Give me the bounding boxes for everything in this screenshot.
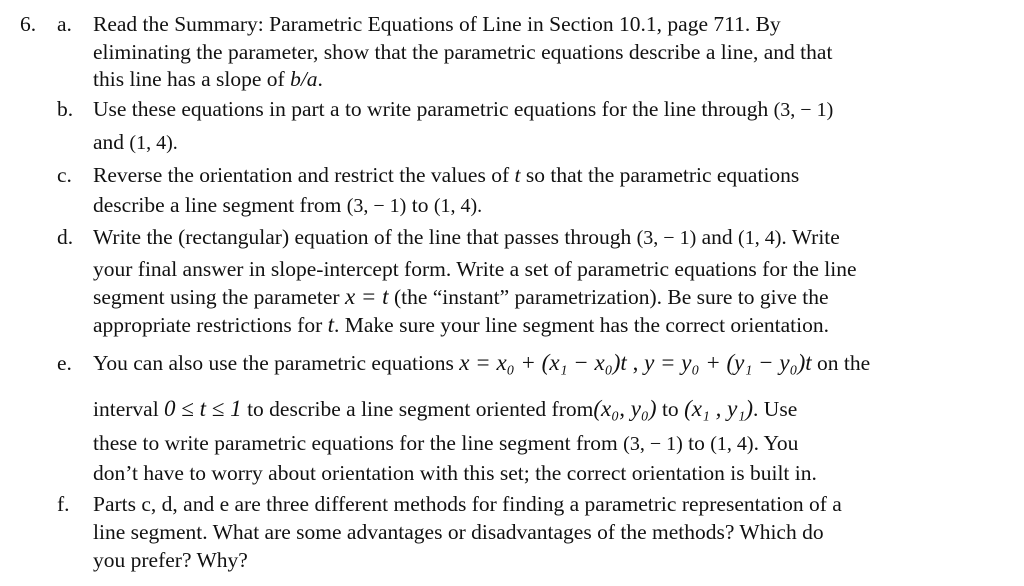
part-d-text-1-wrap xyxy=(93,225,840,250)
point-3-neg1: (3, − 1) xyxy=(773,99,834,121)
part-a-text-3: this line has a slope of xyxy=(93,67,291,91)
equation-y: y = y₀ + (y₁ − y₀)t xyxy=(644,350,812,375)
part-label-f: f. xyxy=(57,492,70,516)
part-c-text-3: describe a line segment from xyxy=(93,193,347,217)
part-c-line-2 xyxy=(93,193,482,218)
part-e-text-5: to xyxy=(656,397,685,421)
variable-t: t xyxy=(514,163,521,187)
part-d-text-6: (the “instant” parametrization). Be sure to give the xyxy=(388,285,829,309)
part-e-text-3: interval xyxy=(93,397,165,421)
point-1-4: (1, 4) xyxy=(738,227,782,249)
point-3-neg1: (3, − 1) xyxy=(623,433,683,455)
point-3-neg1: (3, − 1) xyxy=(636,227,697,249)
part-a-line-2 xyxy=(93,40,832,64)
point-1-4: (1, 4) xyxy=(129,132,173,154)
part-b-text-1-wrap xyxy=(93,97,833,122)
part-c-text-4: to xyxy=(406,193,434,217)
part-f-line-2 xyxy=(93,520,824,544)
part-e-text-2: on the xyxy=(811,351,871,375)
part-label-e: e. xyxy=(57,351,72,375)
period: . xyxy=(317,67,323,91)
part-e-line-4 xyxy=(93,461,817,485)
point-1-4: (1, 4) xyxy=(433,195,478,217)
part-e-text-4: to describe a line segment oriented from xyxy=(241,397,594,421)
part-b-text-1: Use these equations in part a to write parametric equations for the line through xyxy=(93,97,774,121)
part-e-line-3 xyxy=(93,431,798,456)
part-c-text-1: Reverse the orientation and restrict the values of xyxy=(93,163,515,187)
part-label-a: a. xyxy=(57,12,72,36)
part-d-text-7: appropriate restrictions for xyxy=(93,313,328,337)
equation-x: x = x₀ + (x₁ − x₀)t xyxy=(459,350,627,375)
part-b-text-2: and xyxy=(93,130,130,154)
part-d-text-5: segment using the parameter xyxy=(93,285,345,309)
part-e-line-2 xyxy=(93,397,797,421)
param-expression: x = t xyxy=(344,284,389,309)
part-e-text-7: these to write parametric equations for the line segment from xyxy=(93,431,624,455)
part-label-c: c. xyxy=(57,163,72,187)
part-d-text-2: and xyxy=(696,225,739,249)
part-d-text-1: Write the (rectangular) equation of the line that passes through xyxy=(93,225,637,249)
part-e-text-9: . You xyxy=(753,431,799,455)
part-d-line-3 xyxy=(93,285,829,309)
slope-expression: b/a xyxy=(290,67,318,91)
part-label-d: d. xyxy=(57,225,74,249)
point-1-4: (1, 4) xyxy=(710,433,754,455)
part-f-text-1: Parts c, d, and e are three different methods for finding a parametric representation of a xyxy=(93,492,842,516)
part-f-text-3: you prefer? Why? xyxy=(93,548,248,572)
point-3-neg1: (3, − 1) xyxy=(346,195,407,217)
interval-expression: 0 ≤ t ≤ 1 xyxy=(164,396,242,421)
period: . xyxy=(172,132,178,154)
part-c-text-2: so that the parametric equations xyxy=(520,163,800,187)
period: . xyxy=(477,195,483,217)
to-point: (x₁ , y₁) xyxy=(684,396,754,421)
part-f-line-3 xyxy=(93,548,248,572)
part-d-line-4 xyxy=(93,313,829,337)
part-f-text-2: line segment. What are some advantages or disadvantages of the methods? Which do xyxy=(93,520,824,544)
variable-t: t xyxy=(327,312,335,337)
part-b-line-2 xyxy=(93,130,178,155)
part-c-text-1-wrap xyxy=(93,163,799,187)
part-e-text-10: don’t have to worry about orientation with this set; the correct orientation is built in. xyxy=(93,461,817,485)
part-d-text-8: . Make sure your line segment has the correct orientation. xyxy=(334,313,829,337)
from-point: (x₀, y₀) xyxy=(593,396,657,421)
part-d-text-3: . Write xyxy=(781,225,840,249)
part-d-text-4: your final answer in slope-intercept form. Write a set of parametric equations for the line xyxy=(93,257,857,281)
comma: , xyxy=(626,350,645,375)
part-e-text-6: . Use xyxy=(753,397,798,421)
part-label-b: b. xyxy=(57,97,74,121)
part-e-text-1-wrap xyxy=(93,351,870,375)
problem-number: 6. xyxy=(20,12,37,36)
part-e-text-1: You can also use the parametric equations xyxy=(93,351,460,375)
part-a-text-1: Read the Summary: Parametric Equations of Line in Section 10.1, page 711. By xyxy=(93,12,781,36)
part-a-line-3 xyxy=(93,67,323,91)
part-a-text-2: eliminating the parameter, show that the parametric equations describe a line, and that xyxy=(93,40,833,64)
part-d-line-2 xyxy=(93,257,857,281)
part-e-text-8: to xyxy=(682,431,711,455)
